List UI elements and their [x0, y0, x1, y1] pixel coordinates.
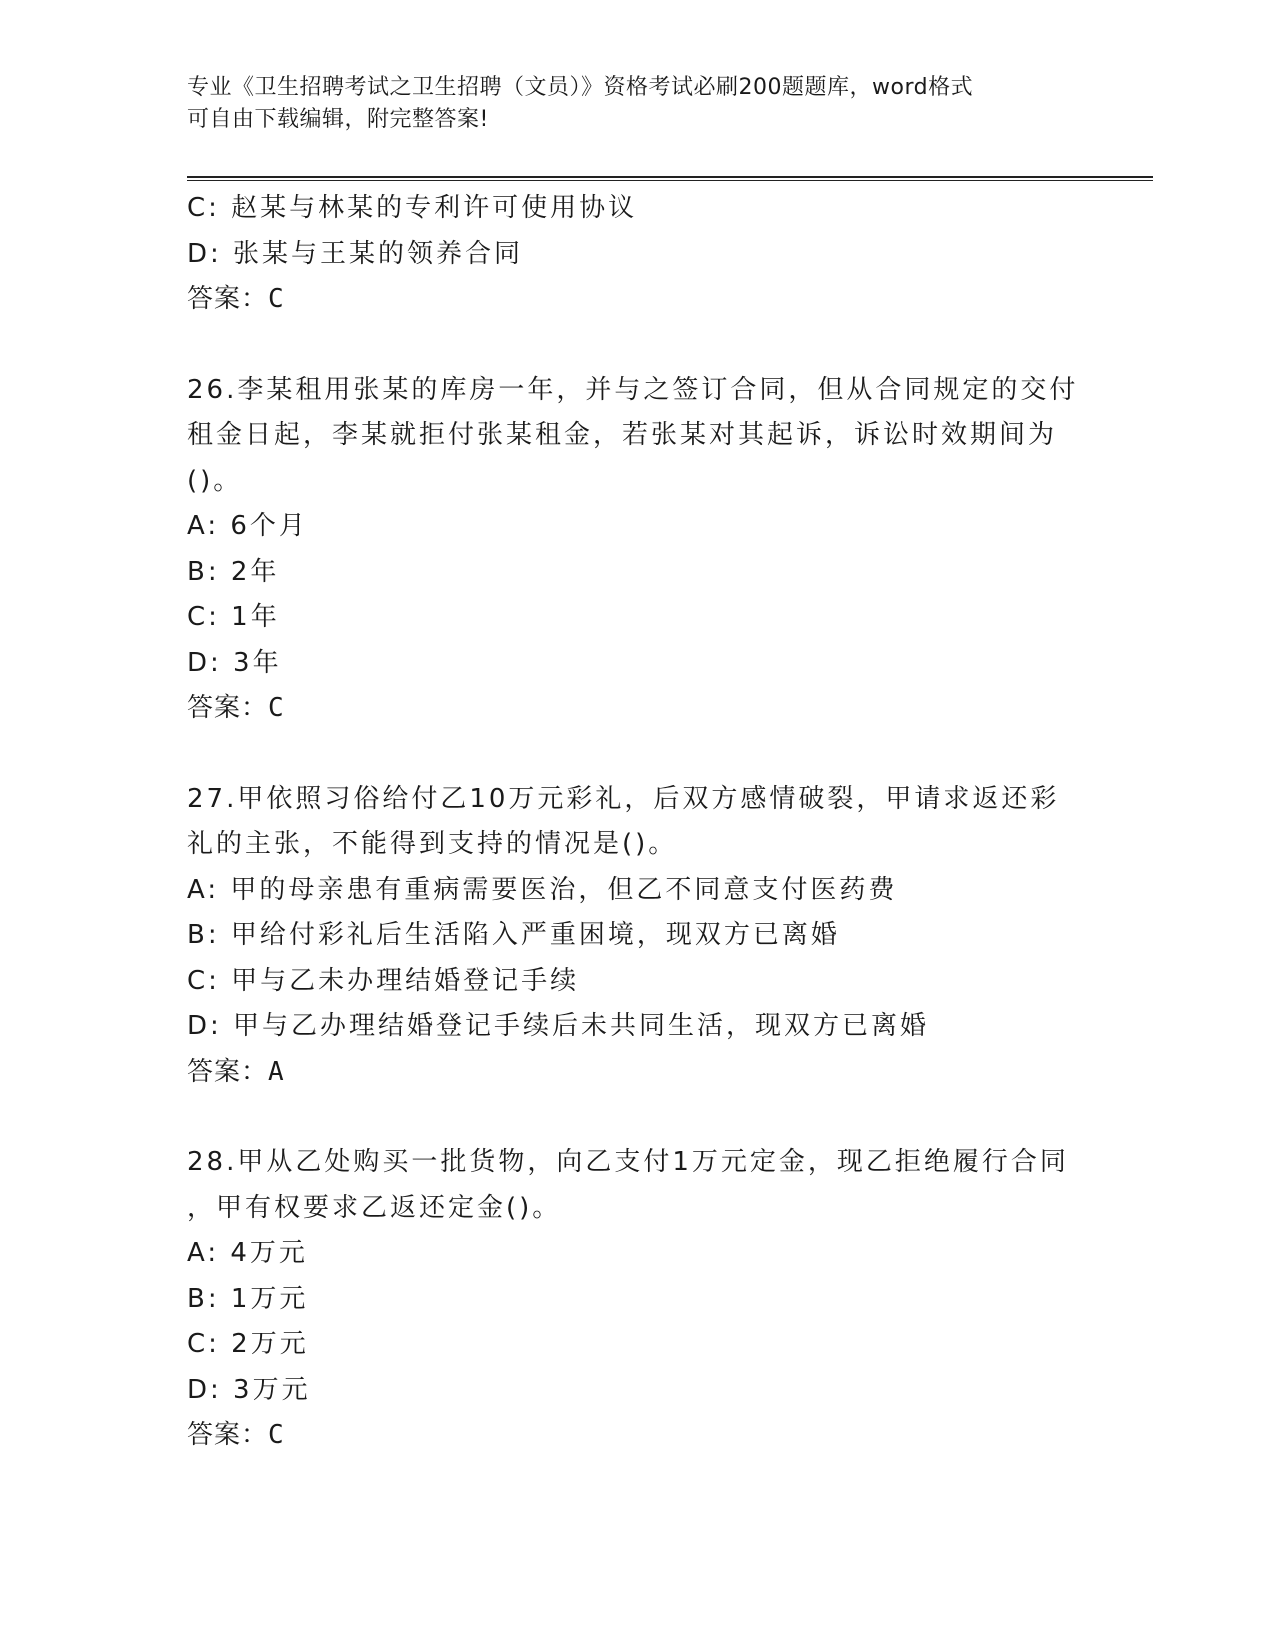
- header-line-2: 可自由下载编辑，附完整答案!: [187, 107, 489, 132]
- question-text-line-1: 26.李某租用张某的库房一年，并与之签订合同，但从合同规定的交付: [187, 374, 1079, 405]
- answer-label: 答案：: [187, 284, 269, 314]
- question-spacer: [187, 732, 1087, 777]
- question-text-line-3: ()。: [187, 465, 243, 496]
- answer-value: A: [268, 1056, 285, 1087]
- question-28: [187, 1140, 1087, 1459]
- answer-label: 答案：: [187, 1420, 269, 1450]
- option-c: C: 1年: [187, 602, 280, 632]
- option-b: B: 1万元: [187, 1283, 309, 1314]
- option-d: D: 3年: [187, 647, 282, 678]
- question-25: [187, 186, 1087, 323]
- option-c: C: 赵某与林某的专利许可使用协议: [187, 193, 638, 223]
- question-spacer: [187, 1095, 1087, 1140]
- option-c: C: 甲与乙未办理结婚登记手续: [187, 965, 580, 996]
- question-26: [187, 368, 1087, 732]
- answer-label: 答案：: [187, 1056, 269, 1087]
- answer-value: C: [268, 693, 285, 723]
- answer-line: [187, 1050, 1087, 1096]
- question-text-line-2: ，甲有权要求乙返还定金()。: [187, 1192, 562, 1223]
- option-d: D: 甲与乙办理结婚登记手续后未共同生活，现双方已离婚: [187, 1011, 930, 1041]
- answer-line: [187, 277, 1087, 323]
- answer-value: C: [268, 1420, 285, 1450]
- option-a: A: 甲的母亲患有重病需要医治，但乙不同意支付医药费: [187, 874, 898, 905]
- option-b: B: 甲给付彩礼后生活陷入严重困境，现双方已离婚: [187, 920, 840, 950]
- option-a: A: 4万元: [187, 1238, 308, 1268]
- option-d: D: 张某与王某的领养合同: [187, 238, 524, 269]
- question-text-line-2: 租金日起，李某就拒付张某租金，若张某对其起诉，诉讼时效期间为: [187, 420, 1058, 450]
- question-text-line-1: 28.甲从乙处购买一批货物，向乙支付1万元定金，现乙拒绝履行合同: [187, 1147, 1069, 1177]
- question-text-line-1: 27.甲依照习俗给付乙10万元彩礼，后双方感情破裂，甲请求返还彩: [187, 783, 1060, 814]
- question-text-line-2: 礼的主张，不能得到支持的情况是()。: [187, 829, 678, 859]
- page-header: [187, 72, 1067, 136]
- answer-label: 答案：: [187, 693, 269, 723]
- option-a: A: 6个月: [187, 511, 308, 541]
- header-line-1: 专业《卫生招聘考试之卫生招聘（文员）》资格考试必刷200题题库，word格式: [187, 75, 974, 100]
- question-27: [187, 777, 1087, 1096]
- option-c: C: 2万元: [187, 1329, 309, 1359]
- option-b: B: 2年: [187, 556, 280, 587]
- header-divider: [187, 176, 1153, 181]
- option-d: D: 3万元: [187, 1374, 311, 1405]
- answer-line: [187, 686, 1087, 732]
- question-spacer: [187, 323, 1087, 368]
- answer-line: [187, 1413, 1087, 1459]
- question-list: [187, 186, 1087, 1459]
- answer-value: C: [268, 284, 285, 314]
